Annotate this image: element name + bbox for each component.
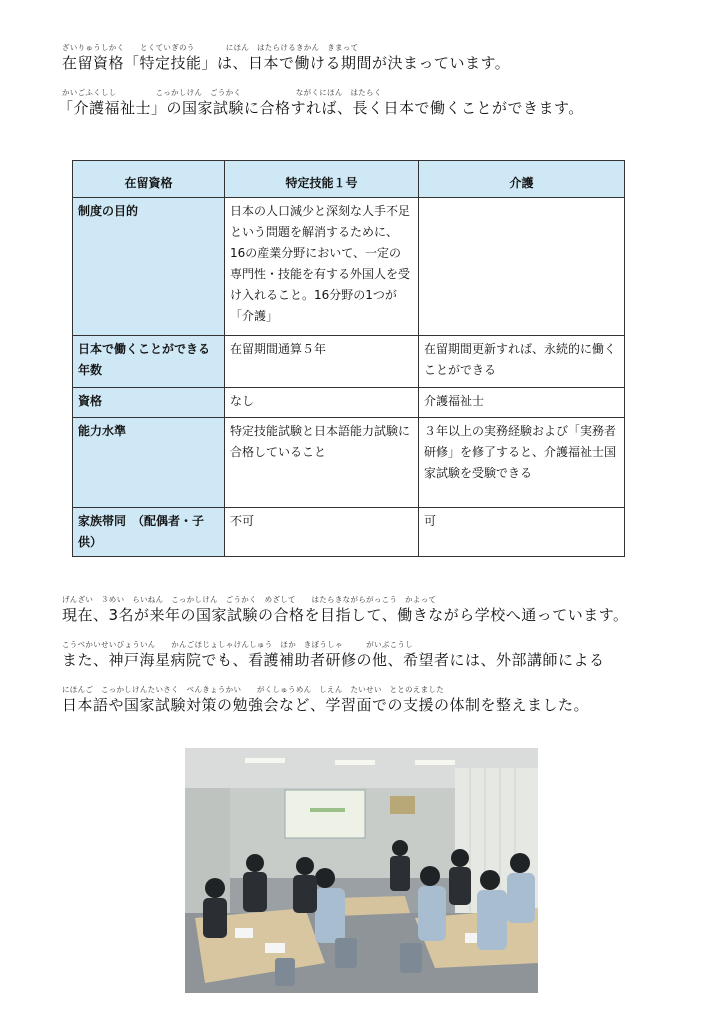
cell-kaigo: 介護福祉士 (419, 388, 625, 418)
body-line2-ruby: こうべかいせいびょういん かんごほじょしゃけんしゅう ほか きぼうしゃ がいぶこうし (62, 640, 413, 649)
cell-tokutei: 在留期間通算５年 (225, 336, 419, 388)
cell-kaigo: ３年以上の実務経験および「実務者研修」を修了すると、介護福祉士国家試験を受験できる (419, 418, 625, 508)
cell-tokutei: 特定技能試験と日本語能力試験に合格していること (225, 418, 419, 508)
cell-kaigo: 可 (419, 508, 625, 557)
header-tokutei: 特定技能１号 (225, 161, 419, 198)
cell-kaigo (419, 198, 625, 336)
intro-line2: 「介護福祉士」の国家試験に合格すれば、長く日本で働くことができます。 (58, 99, 584, 117)
row-label: 能力水準 (73, 418, 225, 508)
intro-line1: 在留資格「特定技能」は、日本で働ける期間が決まっています。 (62, 54, 511, 72)
intro-line1-ruby: ざいりゅうしかく とくていぎのう にほん はたらけるきかん きまって (62, 43, 359, 52)
body-line2: また、神戸海星病院でも、看護補助者研修の他、希望者には、外部講師による (62, 651, 605, 669)
table-row (73, 508, 625, 557)
cell-tokutei: 日本の人口減少と深刻な人手不足という問題を解消するために、16の産業分野において、一定の専門性・技能を有する外国人を受け入れること。16分野の1つが「介護」 (225, 198, 419, 336)
row-label: 日本で働くことができる年数 (73, 336, 225, 388)
row-label: 資格 (73, 388, 225, 418)
row-label: 家族帯同 （配偶者・子供） (73, 508, 225, 557)
cell-kaigo: 在留期間更新すれば、永続的に働くことができる (419, 336, 625, 388)
header-kaigo: 介護 (419, 161, 625, 198)
body-line1-ruby: げんざい ３めい らいねん こっかしけん ごうかく めざして はたらきながらがっこう かよって (62, 595, 437, 604)
table-row (73, 418, 625, 508)
body-line3-ruby: にほんご こっかしけんたいさく べんきょうかい がくしゅうめん しえん たいせい ととのえました (62, 685, 445, 694)
table-row (73, 198, 625, 336)
classroom-illustration (185, 748, 538, 993)
comparison-table (72, 160, 625, 557)
row-label: 制度の目的 (73, 198, 225, 336)
table-row (73, 388, 625, 418)
classroom-photo (185, 748, 538, 993)
cell-tokutei: なし (225, 388, 419, 418)
table-header-row (73, 161, 625, 198)
body-line1: 現在、3名が来年の国家試験の合格を目指して、働きながら学校へ通っています。 (62, 606, 629, 624)
intro-line2-ruby: かいごふくしし こっかしけん ごうかく ながくにほん はたらく (62, 88, 382, 97)
cell-tokutei: 不可 (225, 508, 419, 557)
table-row (73, 336, 625, 388)
body-line3: 日本語や国家試験対策の勉強会など、学習面での支援の体制を整えました。 (62, 696, 590, 714)
header-status: 在留資格 (73, 161, 225, 198)
